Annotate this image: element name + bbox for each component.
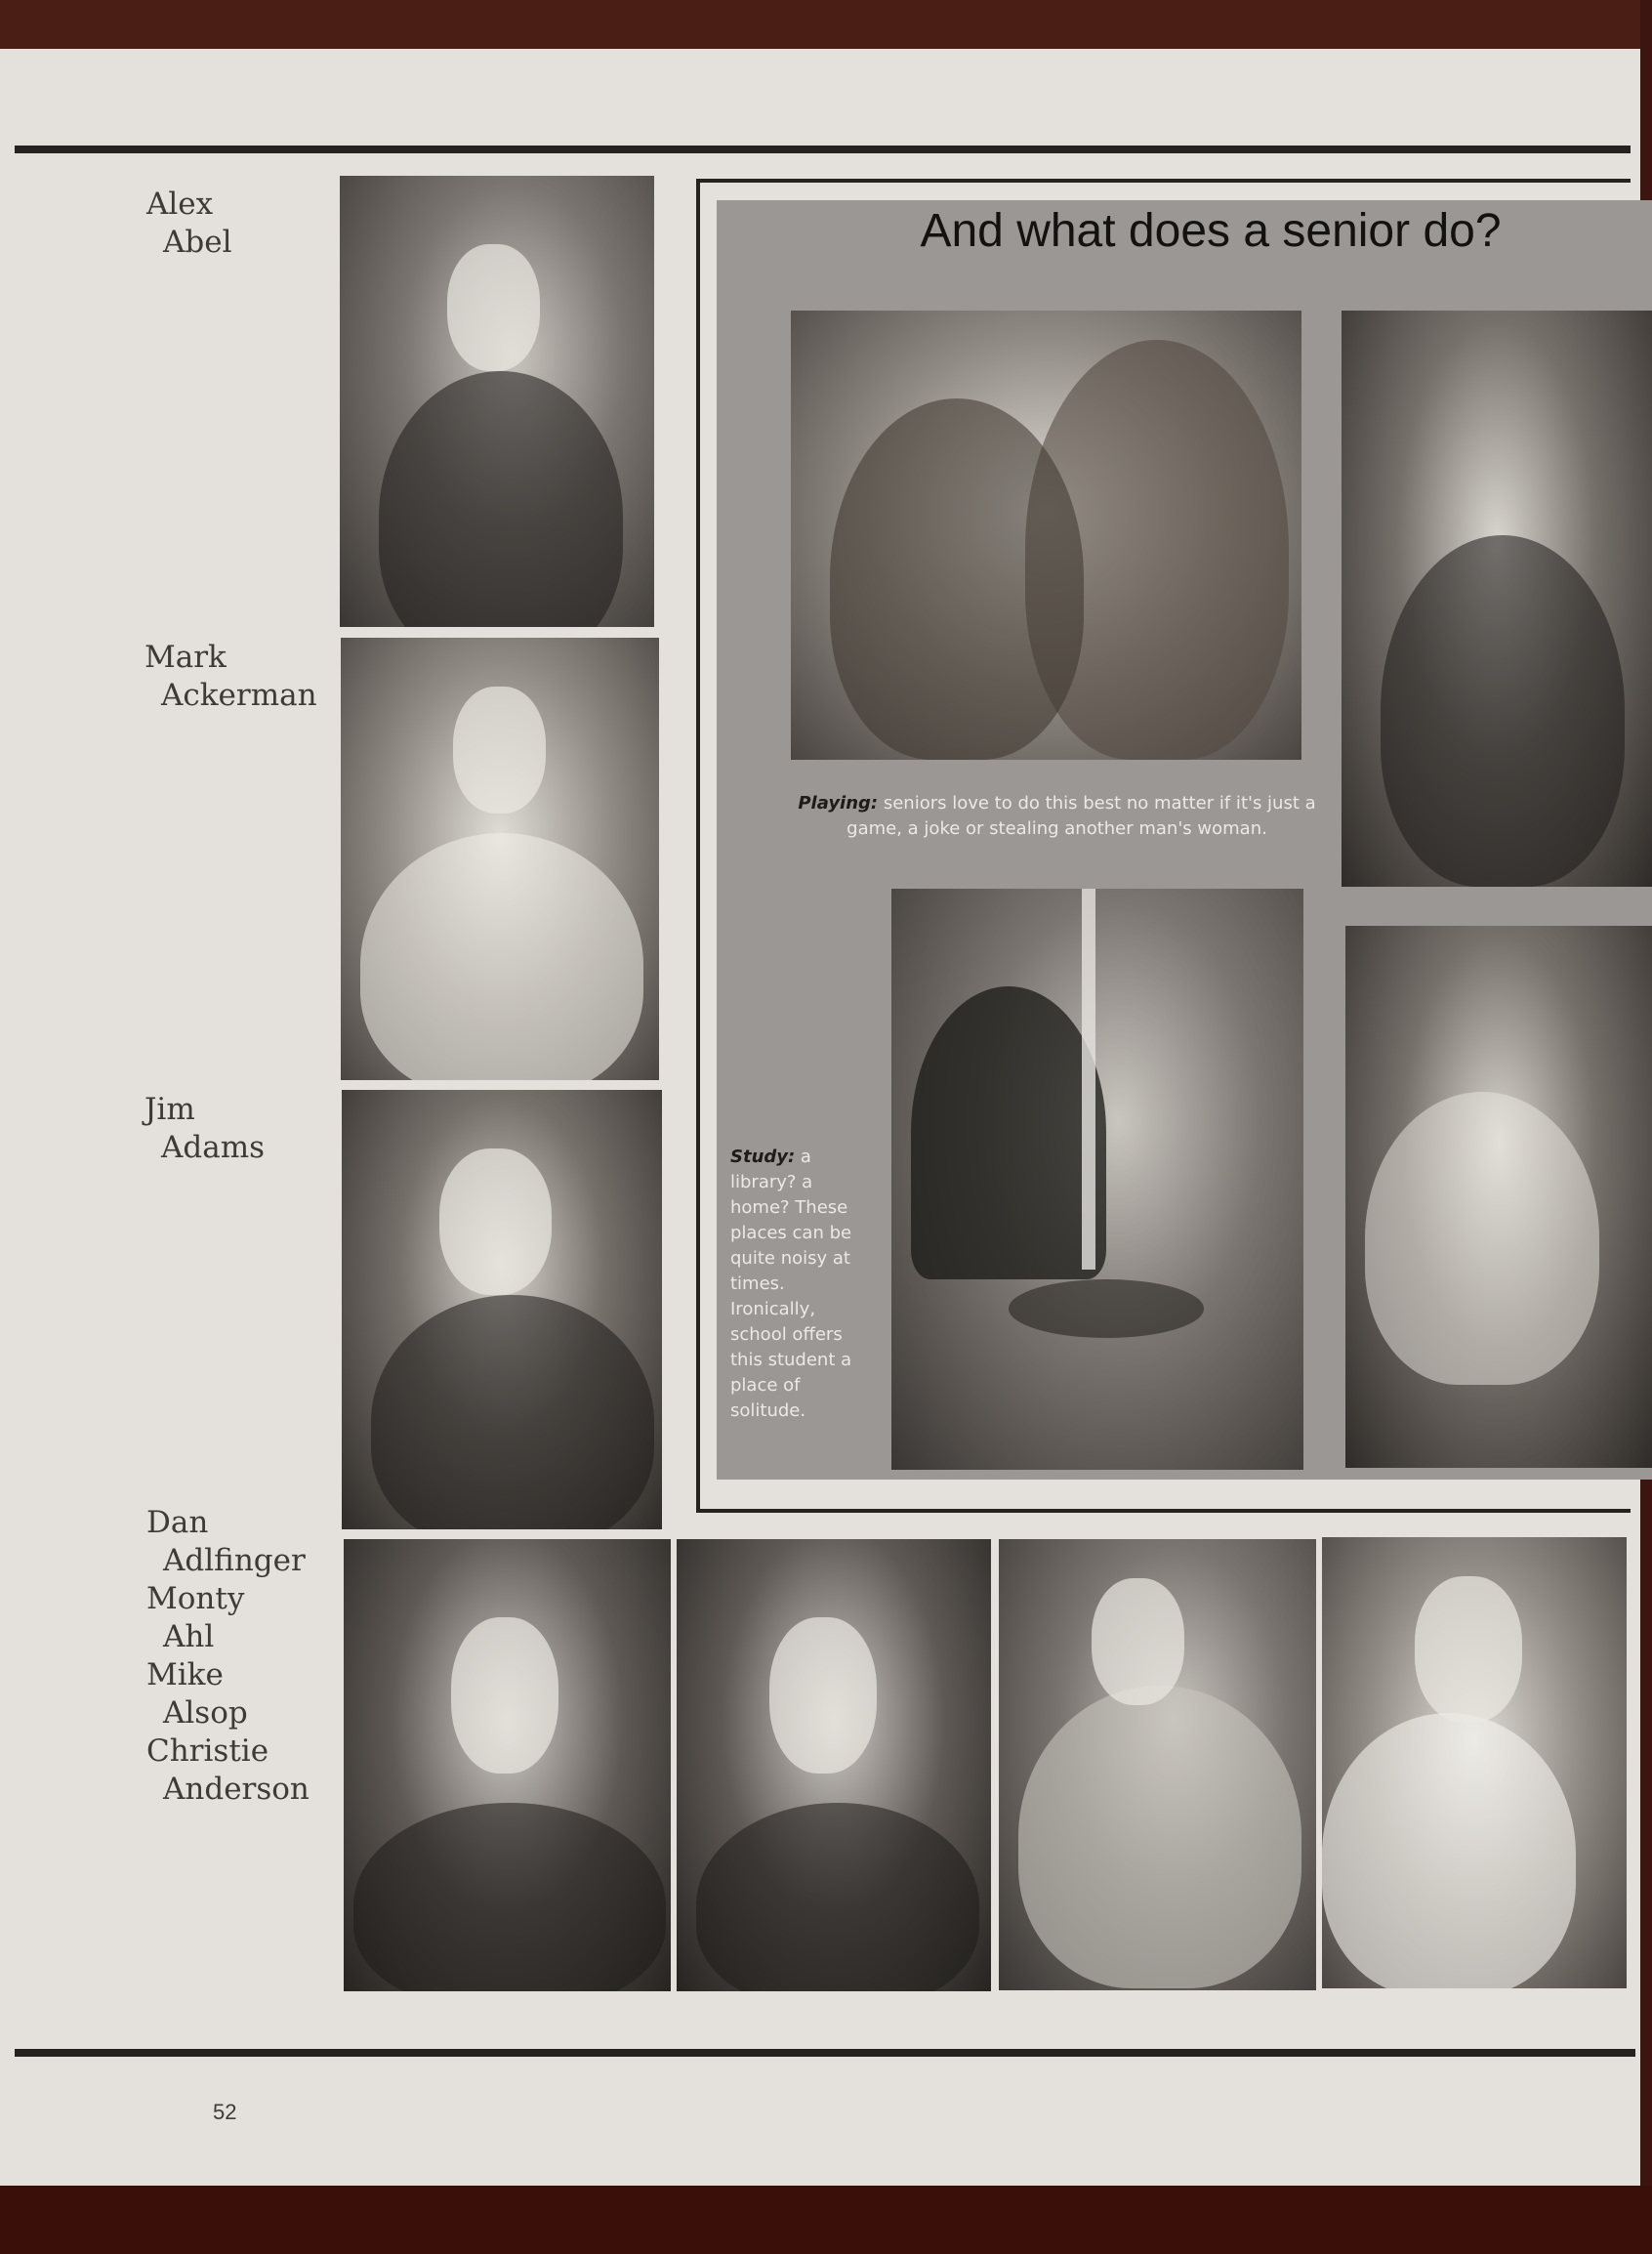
last-name: Ahl	[163, 1619, 215, 1654]
portrait-photo	[340, 176, 654, 627]
feature-frame-bottom	[696, 1509, 1631, 1513]
first-name: Christie	[146, 1733, 269, 1769]
portrait-figure	[371, 1295, 654, 1529]
portrait-figure	[353, 1803, 666, 1991]
portrait-photo	[341, 638, 659, 1080]
feature-headline: And what does a senior do?	[920, 205, 1502, 257]
bottom-rule	[15, 2049, 1635, 2057]
photo-figure	[1365, 1092, 1599, 1385]
last-name: Alsop	[163, 1695, 248, 1731]
page-binding	[0, 2186, 1652, 2254]
photo-tree	[911, 986, 1106, 1279]
feature-photo	[1342, 311, 1652, 887]
last-name: Adlfinger	[163, 1543, 306, 1578]
top-rule	[15, 146, 1631, 153]
photo-flagpole	[1082, 889, 1095, 1270]
first-name: Dan	[146, 1505, 209, 1540]
caption-label: Study:	[730, 1147, 796, 1167]
first-name: Monty	[146, 1581, 245, 1616]
first-name: Mark	[145, 640, 227, 675]
feature-frame-top	[696, 179, 1631, 183]
portrait-figure	[379, 371, 623, 627]
portrait-photo	[677, 1539, 991, 1991]
portrait-photo	[344, 1539, 671, 1991]
senior-name-ackerman	[145, 639, 317, 715]
first-name: Jim	[145, 1092, 195, 1127]
photo-figure	[1381, 535, 1625, 887]
portrait-face	[439, 1148, 552, 1295]
portrait-face	[1092, 1578, 1184, 1705]
photo-base	[1009, 1279, 1204, 1338]
page-number: 52	[213, 2100, 237, 2124]
study-photo	[891, 889, 1303, 1470]
portrait-figure	[1018, 1686, 1301, 1988]
study-caption	[730, 1145, 872, 1424]
playing-photo	[791, 311, 1301, 760]
portrait-face	[453, 687, 546, 814]
portrait-face	[1415, 1576, 1522, 1723]
portrait-face	[769, 1617, 877, 1774]
portrait-face	[447, 244, 540, 371]
first-name: Alex	[146, 187, 214, 222]
portrait-face	[451, 1617, 558, 1774]
first-name: Mike	[146, 1657, 224, 1692]
portrait-figure	[1322, 1713, 1576, 1988]
feature-photo	[1345, 926, 1652, 1468]
caption-text: seniors love to do this best no matter if it's just a game, a joke or stealing another man's woman.	[847, 793, 1316, 839]
last-name: Abel	[163, 225, 232, 260]
portrait-photo	[342, 1090, 662, 1529]
playing-caption	[791, 791, 1323, 842]
last-name: Anderson	[163, 1772, 310, 1807]
photo-figure	[830, 398, 1084, 760]
portrait-photo	[1322, 1537, 1627, 1988]
last-name: Ackerman	[161, 678, 317, 713]
portrait-photo	[999, 1539, 1316, 1990]
portrait-figure	[360, 833, 643, 1080]
senior-name-abel	[146, 186, 232, 262]
feature-frame-left	[696, 179, 700, 1513]
last-name: Adams	[161, 1130, 266, 1165]
caption-label: Playing:	[798, 793, 879, 814]
caption-text: a library? a home? These places can be quite noisy at times. Ironically, school offers this student a place of solitude.	[730, 1147, 852, 1421]
portrait-figure	[696, 1803, 979, 1991]
senior-name-adams	[145, 1091, 265, 1167]
senior-names-row	[146, 1504, 310, 1809]
